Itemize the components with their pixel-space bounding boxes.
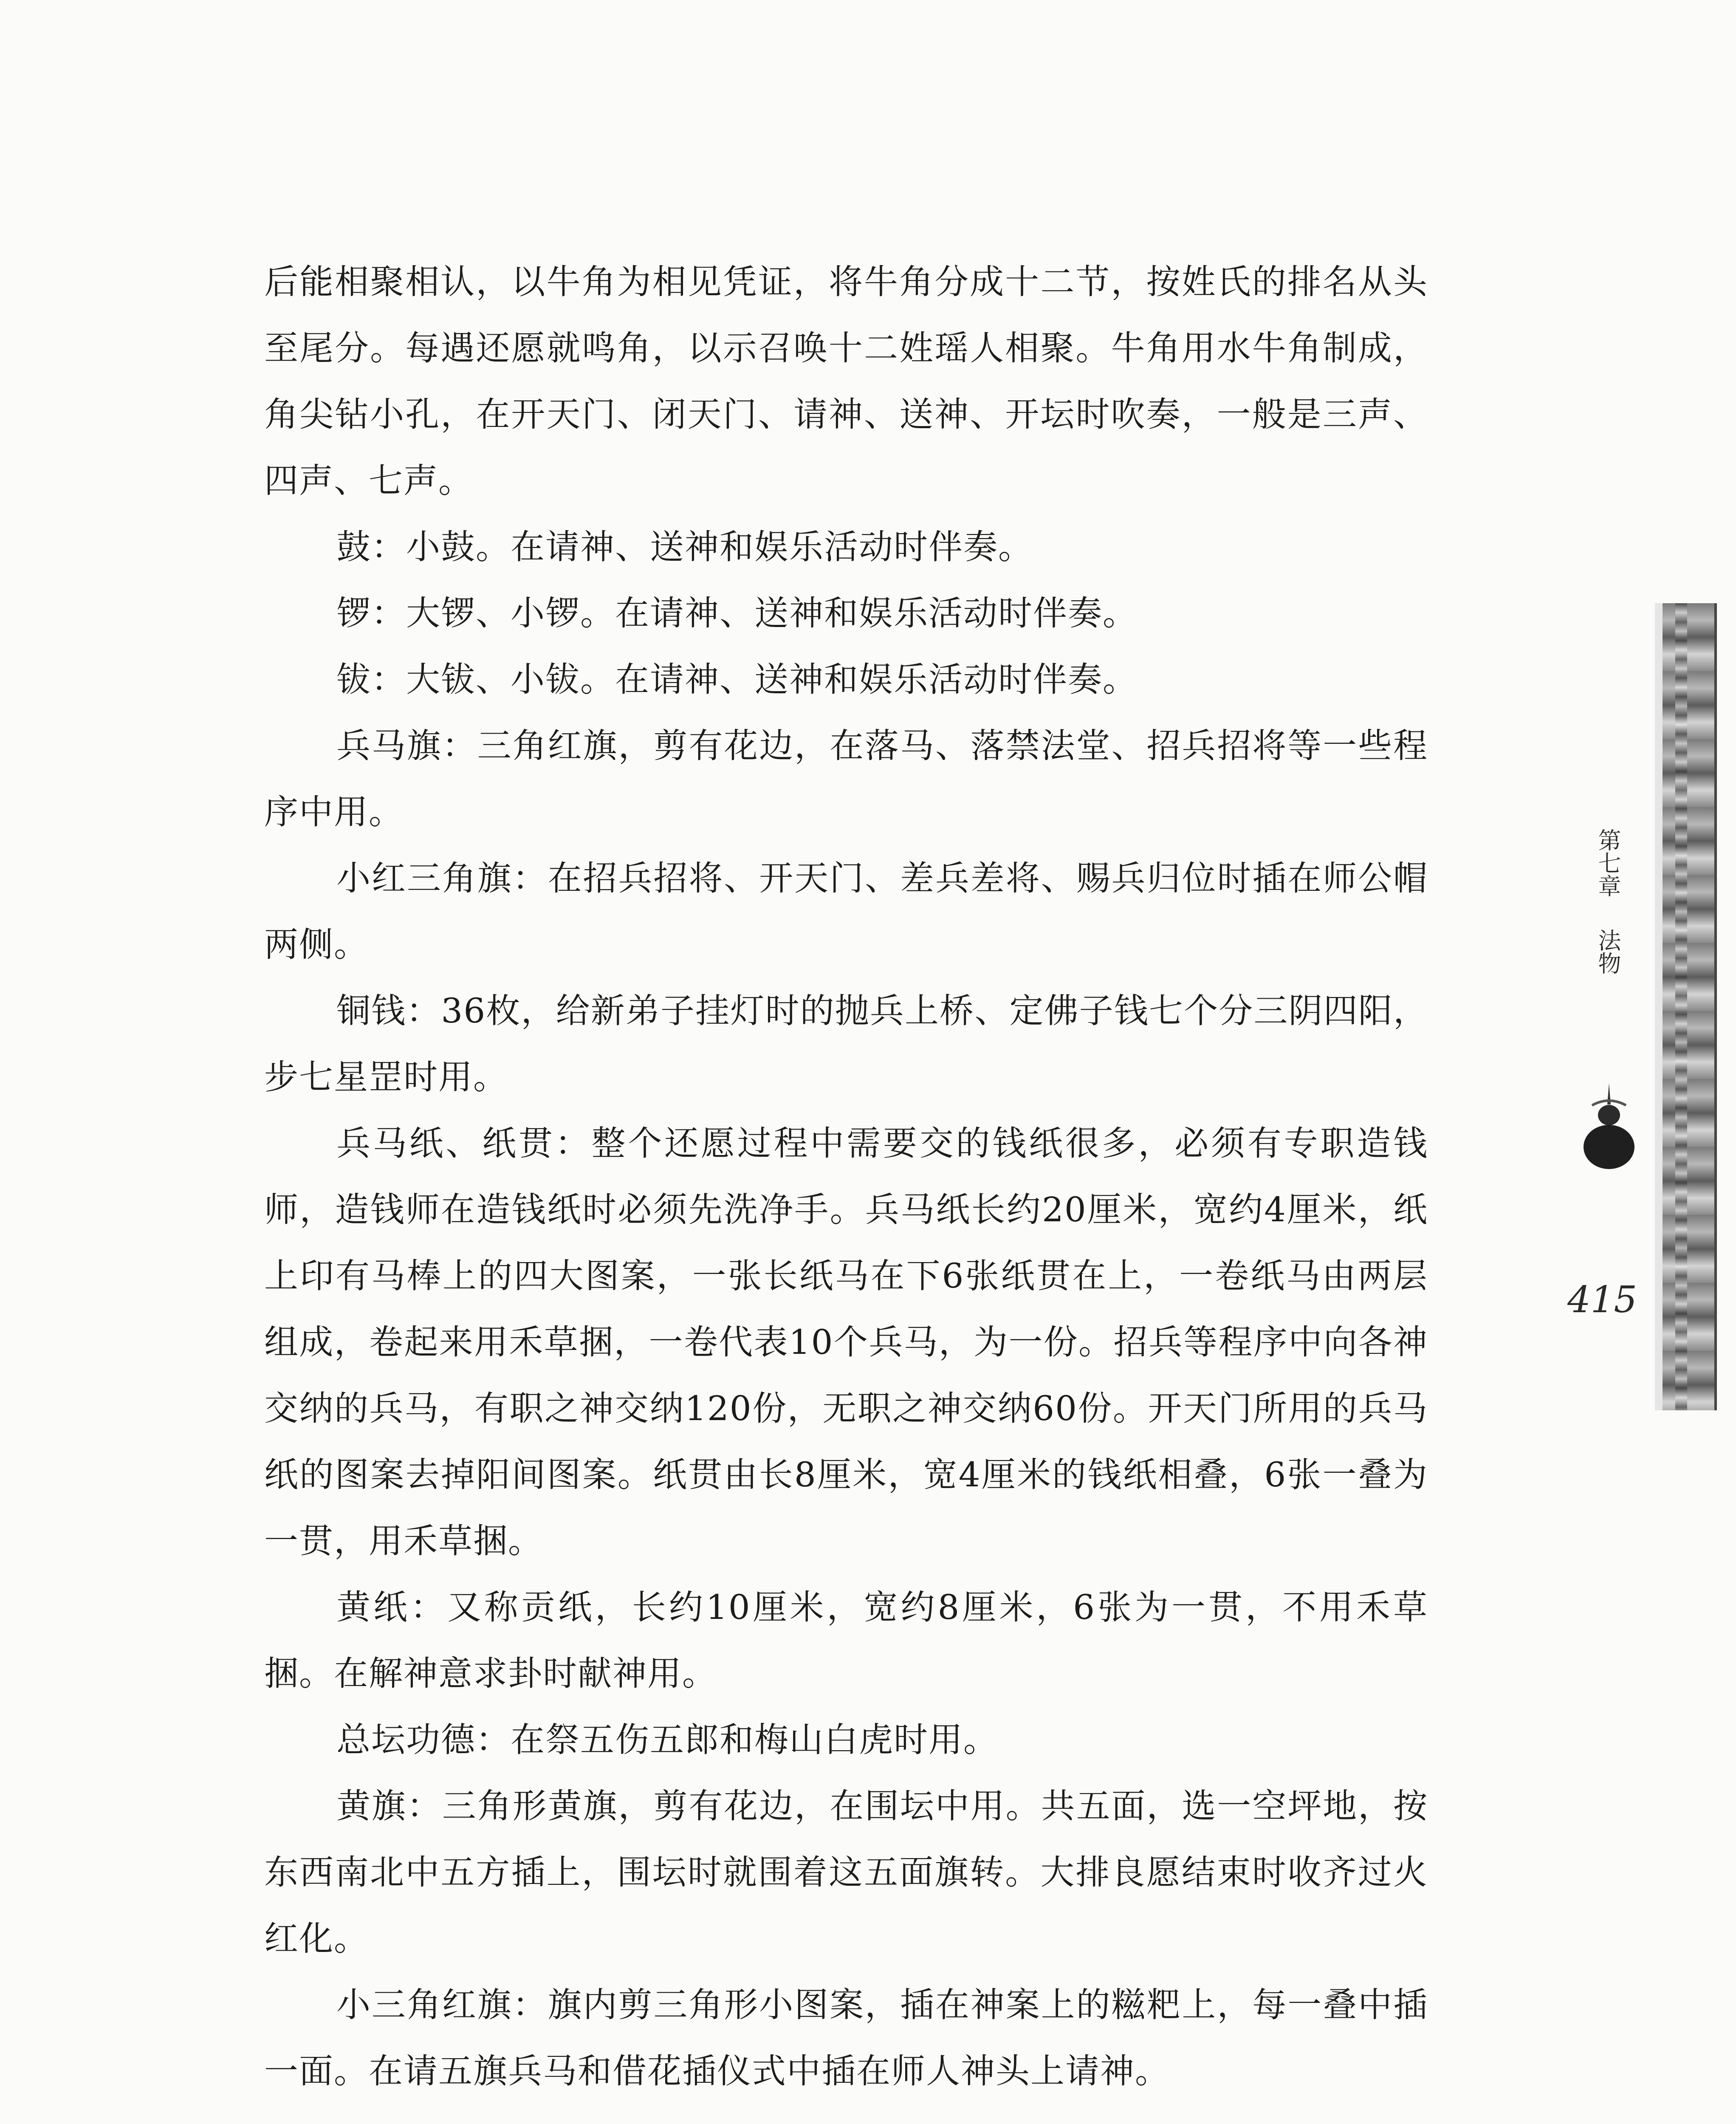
- chapter-number: 第七章: [1595, 828, 1621, 897]
- chapter-heading: [1589, 828, 1627, 980]
- paragraph: 后能相聚相认，以牛角为相见凭证，将牛角分成十二节，按姓氏的排名从头至尾分。每遇还愿就鸣角，以示召唤十二姓瑶人相聚。牛角用水牛角制成，角尖钻小孔，在开天门、闭天门、请神、送神、开坛时吹奏，一般是三声、四声、七声。: [264, 262, 1428, 500]
- paragraph: 锣：大锣、小锣。在请神、送神和娱乐活动时伴奏。: [336, 593, 1138, 633]
- decorative-side-border: [1655, 603, 1717, 1410]
- gourd-icon: [1575, 1079, 1643, 1172]
- paragraph: 鼓：小鼓。在请神、送神和娱乐活动时伴奏。: [336, 527, 1033, 567]
- chapter-title: 法物: [1595, 929, 1621, 974]
- paragraph: 黄旗：三角形黄旗，剪有花边，在围坛中用。共五面，选一空坪地，按东西南北中五方插上，围坛时就围着这五面旗转。大排良愿结束时收齐过火红化。: [264, 1786, 1428, 1958]
- decorative-pattern: [1675, 603, 1687, 1410]
- paragraph: 黄纸：又称贡纸，长约10厘米，宽约8厘米，6张为一贯，不用禾草捆。在解神意求卦时献神用。: [264, 1587, 1428, 1693]
- paragraph: 总坛功德：在祭五伤五郎和梅山白虎时用。: [336, 1720, 998, 1760]
- page-body: [264, 249, 1428, 2104]
- paragraph: 兵马旗：三角红旗，剪有花边，在落马、落禁法堂、招兵招将等一些程序中用。: [264, 726, 1428, 832]
- paragraph: 小三角红旗：旗内剪三角形小图案，插在神案上的糍粑上，每一叠中插一面。在请五旗兵马和借花插仪式中插在师人神头上请神。: [264, 1985, 1428, 2091]
- paragraph: 钹：大钹、小钹。在请神、送神和娱乐活动时伴奏。: [336, 660, 1138, 699]
- paragraph: 兵马纸、纸贯：整个还愿过程中需要交的钱纸很多，必须有专职造钱师，造钱师在造钱纸时必须先洗净手。兵马纸长约20厘米，宽约4厘米，纸上印有马棒上的四大图案，一张长纸马在下6张纸贯在上，一卷纸马由两层组成，卷起来用禾草捆，一卷代表10个兵马，为一份。招兵等程序中向各神交纳的兵马，有职之神交纳120份，无职之神交纳60份。开天门所用的兵马纸的图案去掉阳间图案。纸贯由长8厘米，宽4厘米的钱纸相叠，6张一叠为一贯，用禾草捆。: [264, 1124, 1428, 1561]
- page-number: 415: [1567, 1279, 1637, 1321]
- paragraph: 小红三角旗：在招兵招将、开天门、差兵差将、赐兵归位时插在师公帽两侧。: [264, 859, 1428, 964]
- paragraph: 铜钱：36枚，给新弟子挂灯时的抛兵上桥、定佛子钱七个分三阴四阳，步七星罡时用。: [264, 991, 1428, 1097]
